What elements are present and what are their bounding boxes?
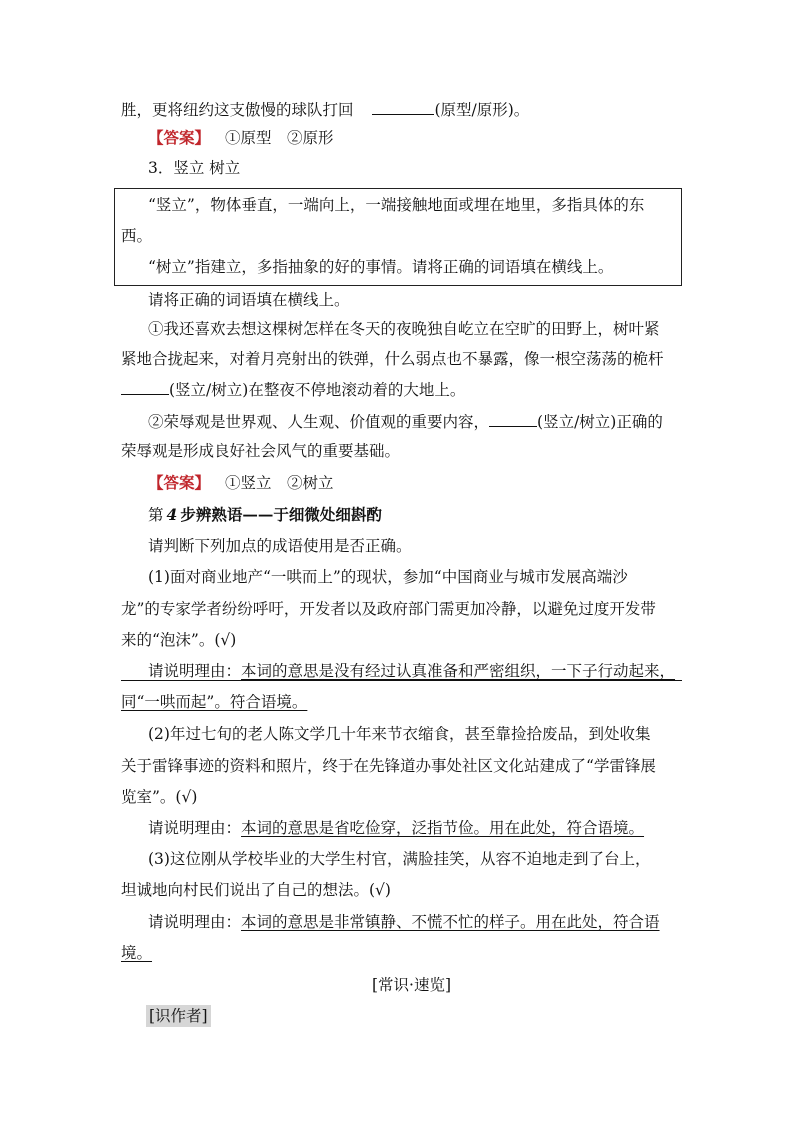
section-title: [常识·速览] [372,976,452,994]
reason-line: 请说明理由：本词的意思是没有经过认真准备和严密组织，一下子行动起来， [148,662,676,680]
answer-label: 【答案】 [148,129,211,147]
step-heading: 第 4 步辨熟语——于细微处细斟酌 [148,505,382,524]
item-title: 3．竖立 树立 [148,159,241,177]
reason-line: 境。 [121,944,153,962]
text-line: 胜，更将纽约这支傲慢的球队打回 (原型/原形)。 [121,98,529,121]
question-line: 荣辱观是形成良好社会风气的重要基础。 [121,442,401,460]
answer-text: ①竖立 ②树立 [224,474,334,492]
question-line: 关于雷锋事迹的资料和照片，终于在先锋道办事处社区文化站建成了“学雷锋展 [121,757,656,775]
answer-text: ①原型 ②原形 [224,129,334,147]
question-line: (1)面对商业地产“一哄而上”的现状，参加“中国商业与城市发展高端沙 [148,568,628,586]
box-line: “竖立”，物体垂直，一端向上，一端接触地面或埋在地里，多指具体的东 [148,196,645,214]
answer-line [148,127,333,149]
question-line: ①我还喜欢去想这棵树怎样在冬天的夜晚独自屹立在空旷的田野上，树叶紧 [148,320,660,338]
fill-blank [489,410,537,427]
question-line: 龙”的专家学者纷纷呼吁，开发者以及政府部门需更加冷静，以避免过度开发带 [121,600,656,618]
instruction: 请判断下列加点的成语使用是否正确。 [148,537,412,555]
instruction: 请将正确的词语填在横线上。 [148,291,350,309]
reason-line: 请说明理由：本词的意思是省吃俭穿，泛指节俭。用在此处，符合语境。 [148,819,645,837]
fill-blank [372,98,434,115]
answer-line [148,472,333,494]
reason-line: 请说明理由：本词的意思是非常镇静、不慌不忙的样子。用在此处，符合语 [148,913,660,931]
section-tag: [识作者] [146,1005,211,1027]
fill-blank [121,378,169,395]
question-line: (2)年过七旬的老人陈文学几十年来节衣缩食，甚至靠捡拾废品，到处收集 [148,725,651,743]
box-line: “树立”指建立，多指抽象的好的事情。请将正确的词语填在横线上。 [148,258,614,276]
question-line: 来的“泡沫”。(√) [121,631,237,649]
question-line: (竖立/树立)在整夜不停地滚动着的大地上。 [121,378,465,401]
question-line: 紧地合拢起来，对着月亮射出的铁弹，什么弱点也不暴露，像一根空荡荡的桅杆 [121,350,664,368]
question-line: 览室”。(√) [121,788,198,806]
question-line: ②荣辱观是世界观、人生观、价值观的重要内容， (竖立/树立)正确的 [148,410,663,433]
answer-label: 【答案】 [148,474,211,492]
underline-rule [121,680,682,681]
reason-line: 同“一哄而起”。符合语境。 [121,693,308,711]
question-line: 坦诚地向村民们说出了自己的想法。(√) [121,881,391,899]
box-line: 西。 [121,227,153,245]
question-line: (3)这位刚从学校毕业的大学生村官，满脸挂笑，从容不迫地走到了台上， [148,850,651,868]
